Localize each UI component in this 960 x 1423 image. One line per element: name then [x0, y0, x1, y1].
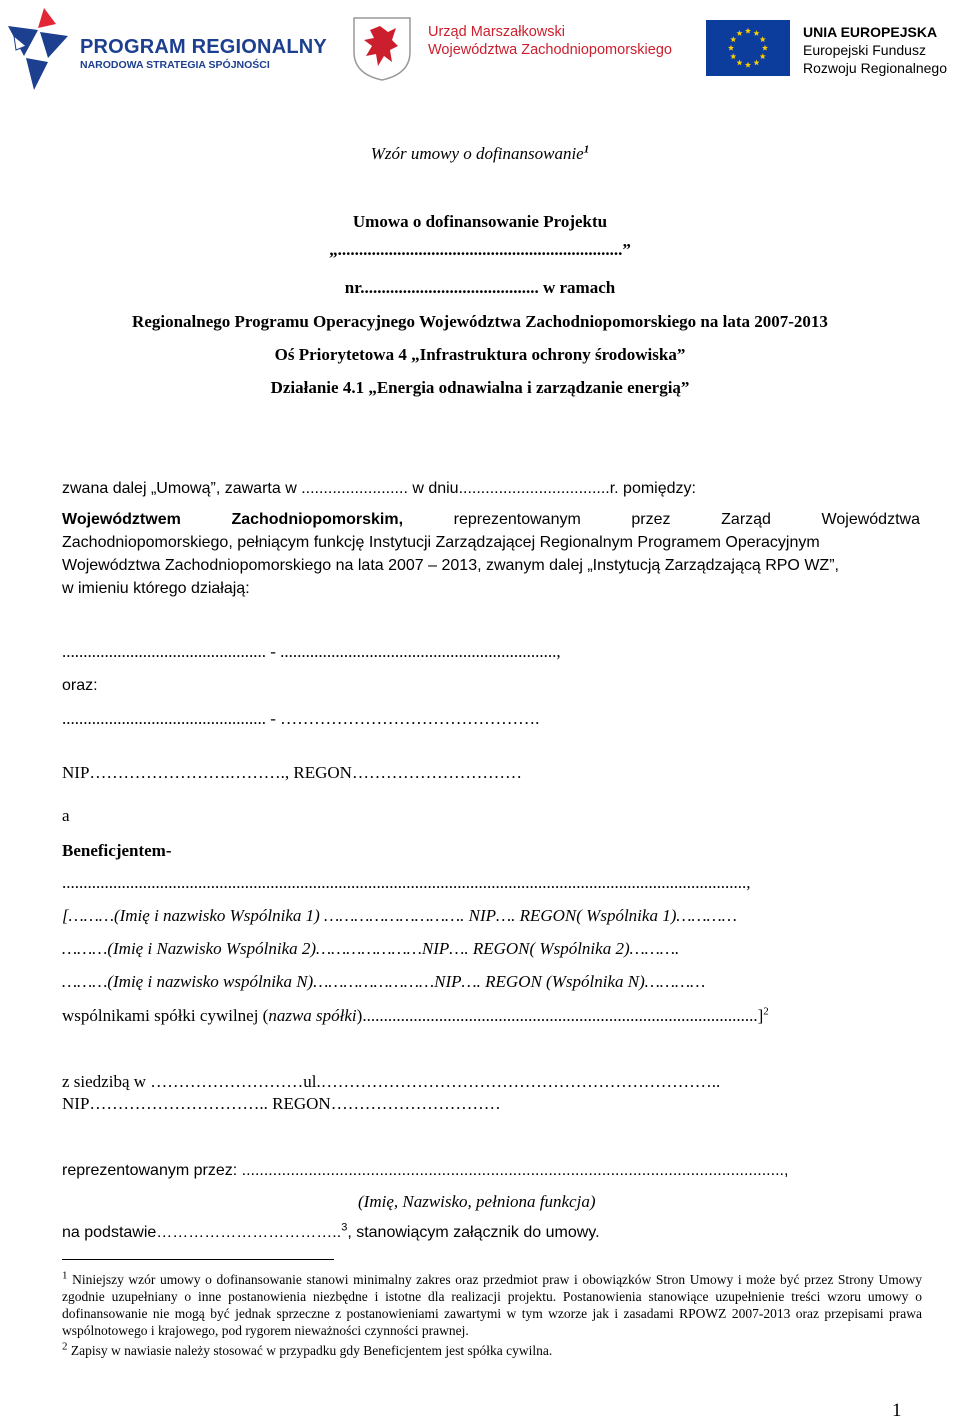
party1-line4: w imieniu którego działają: [62, 580, 250, 597]
action-name: Działanie 4.1 „Energia odnawialna i zarządzanie energią” [270, 378, 690, 397]
partner-line-N: ………(Imię i nazwisko wspólnika N)……………………NIP…. REGON (Wspólnika N)………… [62, 972, 706, 991]
basis-pre: na podstawie…………………………….. [62, 1224, 342, 1241]
company-name-hint: nazwa spółki [268, 1006, 357, 1025]
program-subtitle: NARODOWA STRATEGIA SPÓJNOŚCI [80, 59, 270, 71]
seat-address-line: z siedzibą w ………………………ul.…………………………………………………………….. [62, 1072, 721, 1091]
contract-title: Umowa o dofinansowanie Projektu [352, 212, 608, 231]
footnote-ref-1: 1 [583, 143, 590, 156]
eu-line2: Europejski Fundusz [803, 42, 926, 58]
beneficiary-label: Beneficjentem- [62, 841, 172, 860]
eu-line3: Rozwoju Regionalnego [803, 60, 947, 76]
party1-word: Województwa [821, 511, 920, 528]
civil-partnership-line [62, 1006, 769, 1026]
name-role-hint: (Imię, Nazwisko, pełniona funkcja) [358, 1192, 596, 1211]
contract-intro: zwana dalej „Umową”, zawarta w ........................ w dniu..................................r. pomiędzy: [62, 480, 696, 497]
party1-word: przez [631, 511, 671, 528]
represented-by-line: reprezentowanym przez: .........................................................................................................................., [62, 1162, 789, 1179]
footnote-2-text: Zapisy w nawiasie należy stosować w przypadku gdy Beneficjentem jest spółka cywilna. [70, 1343, 553, 1358]
eu-flag-icon [706, 20, 790, 76]
footnote-1 [62, 1271, 922, 1339]
footnote-divider [62, 1259, 334, 1260]
oraz-label: oraz: [62, 677, 98, 694]
footnote-ref-3: 3 [341, 1221, 348, 1234]
page-number: 1 [892, 1400, 902, 1421]
partner-line-1: [………(Imię i nazwisko Wspólnika 1) ………………………. NIP…. REGON( Wspólnika 1)………… [62, 906, 737, 925]
template-title [0, 144, 960, 164]
party1-line1 [62, 511, 920, 529]
priority-axis: Oś Priorytetowa 4 „Infrastruktura ochrony środowiska” [274, 345, 686, 364]
contract-number: nr.......................................... w ramach [344, 278, 616, 297]
nip-regon-line: NIP…………………….………., REGON………………………… [62, 763, 522, 782]
nip-regon-line-2: NIP………………………….. REGON………………………… [62, 1094, 501, 1113]
representative1-line: ................................................ - ................................................................., [62, 642, 561, 661]
party1-word: Województwem [62, 511, 181, 528]
party1-paragraph [62, 511, 920, 529]
footnote-1-number: 1 [62, 1269, 68, 1282]
civil-partnership-pre: wspólnikami spółki cywilnej ( [62, 1006, 269, 1025]
basis-post: , stanowiącym załącznik do umowy. [347, 1224, 600, 1241]
program-name: Regionalnego Programu Operacyjnego Województwa Zachodniopomorskiego na lata 2007-2013 [132, 312, 828, 331]
party1-word: Zarząd [721, 511, 771, 528]
footnote-ref-2: 2 [763, 1005, 769, 1018]
partner-line-2: ………(Imię i Nazwisko Wspólnika 2)…………………NIP…. REGON( Wspólnika 2)………. [62, 939, 680, 958]
office-line2: Województwa Zachodniopomorskiego [428, 42, 672, 58]
coat-of-arms-icon [352, 16, 412, 82]
party1-word: reprezentowanym [453, 511, 581, 528]
office-line1: Urząd Marszałkowski [428, 24, 565, 40]
footnote-2-number: 2 [62, 1340, 68, 1353]
template-title-text: Wzór umowy o dofinansowanie [370, 144, 584, 163]
project-name-placeholder: „...................................................................” [329, 240, 631, 259]
and-label: a [62, 806, 70, 825]
program-title: PROGRAM REGIONALNY [80, 36, 327, 58]
program-regionalny-logo [4, 6, 74, 92]
party1-line3: Województwa Zachodniopomorskiego na lata 2007 – 2013, zwanym dalej „Instytucją Zarządzającą RPO WZ”, [62, 557, 839, 574]
party1-word: Zachodniopomorskim, [231, 511, 404, 528]
representative2-line: ................................................ - ………………………………………. [62, 709, 540, 728]
eu-line1: UNIA EUROPEJSKA [803, 24, 938, 40]
footnote-2 [62, 1342, 922, 1359]
party1-line2: Zachodniopomorskiego, pełniącym funkcję Instytucji Zarządzającej Regionalnym Programem Operacyjnym [62, 534, 820, 551]
basis-line [62, 1221, 600, 1242]
civil-partnership-post: ).............................................................................................] [356, 1006, 764, 1025]
beneficiary-dots: ................................................................................................................................................................., [62, 873, 751, 892]
footnote-1-text: Niniejszy wzór umowy o dofinansowanie stanowi minimalny zakres oraz przedmiot praw i obowiązków Stron Umowy i może być przez Strony Umowy zgodnie uzupełniany o inne postanowienia niezbędne i istotne dla realizacji projektu. Postanowienia stanowiące uzupełnienie treści wzoru umowy o dofinansowanie nie mogą być jednak sprzeczne z postanowieniami zawartymi w tym wzorze jak i zasadami RPOWZ 2007-2013 oraz przepisami prawa wspólnotowego i krajowego, pod rygorem nieważności czynności prawnej. [62, 1272, 922, 1338]
